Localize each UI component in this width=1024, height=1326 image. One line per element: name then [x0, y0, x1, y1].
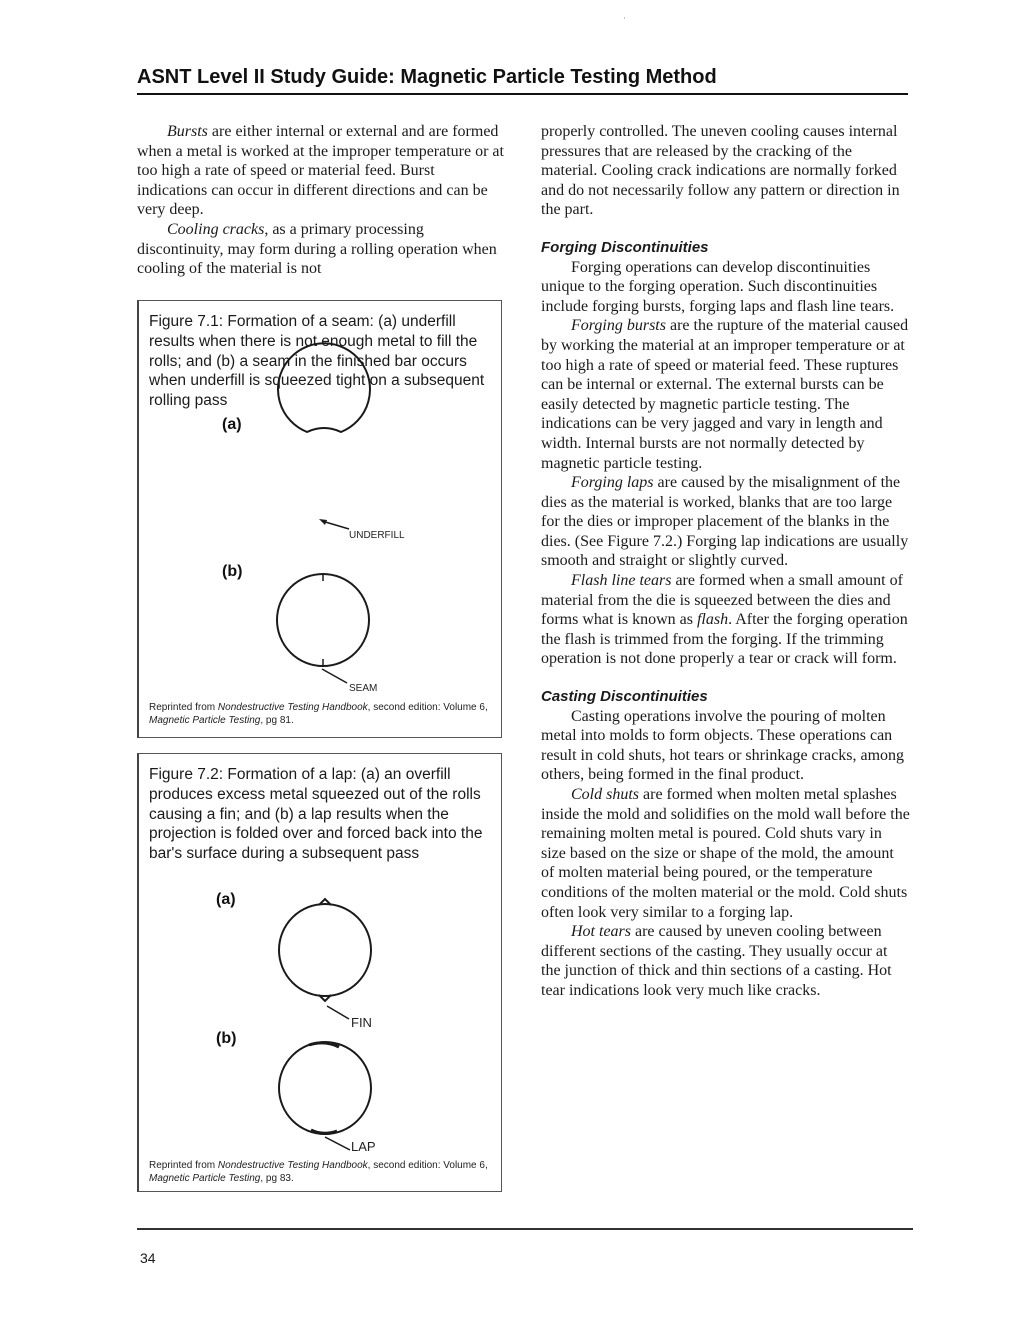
- right-column-text: [541, 122, 910, 1001]
- credit-middle: , second edition: Volume 6,: [367, 1160, 488, 1171]
- term-flash: flash: [696, 611, 729, 629]
- paragraph-hot-tears: [541, 922, 910, 1000]
- term-cooling-cracks: Cooling cracks: [167, 220, 265, 238]
- figure-7-1-credit: [149, 701, 499, 727]
- seam-callout: SEAM: [349, 683, 378, 694]
- lap-fold-bottom: [311, 1130, 337, 1133]
- spacer: [541, 220, 910, 238]
- cooling-cracks-text: , as a primary processing discontinuity, may form during a rolling operation when cooling of the material is not: [137, 220, 497, 278]
- credit-middle: , second edition: Volume 6,: [367, 702, 488, 713]
- credit-book: Nondestructive Testing Handbook: [217, 702, 368, 713]
- left-column-text: [137, 122, 505, 279]
- figure-7-1-label-a: (a): [222, 416, 242, 433]
- term-forging-bursts: Forging bursts: [571, 317, 666, 335]
- term-cold-shuts: Cold shuts: [571, 786, 640, 803]
- credit-prefix: Reprinted from: [149, 702, 218, 713]
- fin-leader-line: [327, 1006, 349, 1019]
- figure-7-1-diagram: [139, 301, 501, 737]
- figure-7-2: [137, 753, 502, 1192]
- lap-leader-line: [325, 1137, 350, 1150]
- figure-7-2-caption: Figure 7.2: Formation of a lap: (a) an overfill produces excess metal squeezed out of the rolls causing a fin; and (b) a lap results when the projection is folded over and forced back into the bar's surface during a subsequent pass: [149, 766, 483, 863]
- figure-7-1: [137, 300, 502, 738]
- forging-laps-text: are caused by the misalignment of the dies as the material is worked, blanks that are too large for the dies or improper placement of the blanks in the dies. (See Figure 7.2.) Forging lap indications are usually smooth and straight or slightly curved.: [541, 474, 909, 570]
- fin-bar-outline: [279, 904, 371, 996]
- paragraph-forging-laps: [541, 473, 910, 571]
- fin-callout: FIN: [351, 1015, 372, 1030]
- figure-7-2-label-a: (a): [216, 891, 236, 908]
- spacer: [541, 669, 910, 687]
- hot-tears-text: are caused by uneven cooling between different sections of the casting. They usually occur at the junction of thick and thin sections of a casting. Hot tear indications look very much like cracks.: [541, 923, 892, 999]
- lap-bar-outline: [279, 1042, 371, 1134]
- flash-tears-text-2: . After the forging operation the flash is trimmed from the forging. If the trimming operation is not done properly a tear or crack will form.: [541, 611, 908, 668]
- paragraph-bursts: [137, 122, 505, 220]
- paragraph-flash-line-tears: [541, 571, 910, 669]
- seam-leader-line: [322, 669, 347, 683]
- paragraph-cooling-cracks: [137, 220, 505, 279]
- paragraph-forging-intro: Forging operations can develop discontinuities unique to the forging operation. Such discontinuities include forging bursts, forging laps and flash line tears.: [541, 258, 895, 315]
- page-header-title: ASNT Level II Study Guide: Magnetic Particle Testing Method: [137, 66, 717, 88]
- credit-suffix: , pg 83.: [260, 1173, 294, 1184]
- credit-volume: Magnetic Particle Testing: [149, 715, 261, 726]
- seam-bar-outline: [277, 574, 369, 666]
- term-bursts: Bursts: [167, 123, 208, 140]
- figure-7-1-caption: Figure 7.1: Formation of a seam: (a) underfill results when there is not enough metal to fill the rolls; and (b) a seam in the finished bar occurs when underfill is squeezed tight on a subsequent rolling pass: [149, 313, 485, 410]
- paragraph-forging-bursts: [541, 316, 910, 473]
- figure-7-2-label-b: (b): [216, 1030, 237, 1047]
- lap-callout: LAP: [351, 1139, 376, 1154]
- term-hot-tears: Hot tears: [571, 923, 631, 941]
- bursts-text: are either internal or external and are formed when a metal is worked at the improper temperature or at too high a rate of speed or material feed. Burst indications can occur in different directions and can be very deep.: [137, 123, 504, 219]
- underfill-arrowhead: [319, 519, 327, 525]
- underfill-bar-outline: [278, 343, 370, 432]
- forging-bursts-text: are the rupture of the material caused by working the material at an improper temperature or at too high a rate of speed or material feed. These ruptures can be internal or external. The external bursts can be easily detected by magnetic particle testing. The indications can be very jagged and vary in length and width. Internal bursts are not normally detected by magnetic particle testing.: [541, 317, 909, 472]
- paragraph-cold-shuts: [541, 785, 910, 922]
- term-forging-laps: Forging laps: [571, 474, 654, 492]
- figure-7-2-diagram: [139, 754, 501, 1191]
- paragraph-cooling-continued: properly controlled. The uneven cooling causes internal pressures that are released by the cracking of the material. Cooling crack indications are normally forked and do not necessarily follow any pattern or direction in the part.: [541, 123, 900, 219]
- figure-7-1-label-b: (b): [222, 563, 243, 580]
- page-number: 34: [140, 1250, 156, 1266]
- stray-mark: ·: [623, 14, 626, 24]
- footer-rule: [137, 1228, 913, 1230]
- term-flash-line-tears: Flash line tears: [571, 572, 672, 590]
- credit-prefix: Reprinted from: [149, 1160, 218, 1171]
- heading-casting-discontinuities: Casting Discontinuities: [541, 688, 708, 706]
- paragraph-casting-intro: Casting operations involve the pouring of molten metal into molds to form objects. These operations can result in cold shuts, hot tears or shrinkage cracks, among others, being formed in the final product.: [541, 707, 905, 784]
- heading-forging-discontinuities: Forging Discontinuities: [541, 238, 709, 256]
- credit-book: Nondestructive Testing Handbook: [217, 1160, 368, 1171]
- figure-7-2-credit: [149, 1159, 499, 1185]
- credit-volume: Magnetic Particle Testing: [149, 1173, 261, 1184]
- credit-suffix: , pg 81.: [260, 715, 294, 726]
- cold-shuts-text: are formed when molten metal splashes inside the mold and solidifies on the mold wall before the remaining molten metal is poured. Cold shuts vary in size based on the size or shape of the mold, the amount of molten material being poured, or the temperature conditions of the molten material or the mold. Cold shuts often look very similar to a forging lap.: [541, 786, 910, 921]
- flash-tears-text-1: are formed when a small amount of material from the die is squeezed between the dies and forms what is known as: [541, 572, 903, 629]
- underfill-callout: UNDERFILL: [349, 530, 405, 541]
- lap-fold-top: [309, 1043, 339, 1047]
- header-rule: [137, 93, 908, 95]
